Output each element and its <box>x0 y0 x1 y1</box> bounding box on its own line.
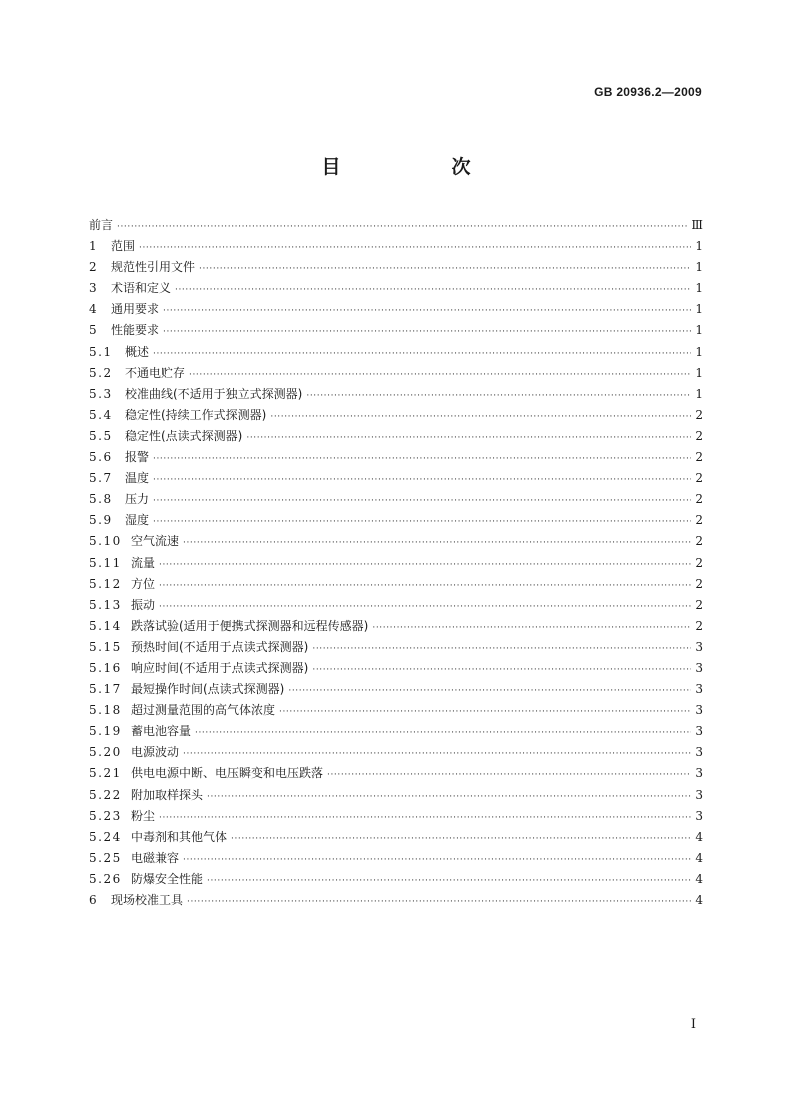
toc-entry-page: 3 <box>695 660 703 675</box>
toc-leader-dots <box>207 876 691 886</box>
toc-entry[interactable] <box>89 891 703 912</box>
toc-leader-dots <box>153 517 691 527</box>
toc-entry-number: 5.11 <box>89 555 122 570</box>
toc-entry-number: 5.16 <box>89 660 122 675</box>
toc-entry-number: 5.23 <box>89 808 122 823</box>
toc-entry-label: 术语和定义 <box>111 281 172 296</box>
toc-entry-number: 5.6 <box>89 450 113 465</box>
toc-entry-page: 3 <box>695 703 703 718</box>
toc-entry-page: 3 <box>695 787 703 802</box>
toc-entry-label: 压力 <box>125 492 150 507</box>
toc-entry-page: 2 <box>695 576 703 591</box>
toc-leader-dots <box>153 496 691 506</box>
toc-entry-label: 响应时间(不适用于点读式探测器) <box>131 660 309 675</box>
toc-entry-number: 2 <box>89 260 99 275</box>
toc-leader-dots <box>117 222 687 232</box>
toc-entry-label: 电源波动 <box>131 745 180 760</box>
standard-number: GB 20936.2—2009 <box>594 85 702 99</box>
toc-entry-page: 2 <box>695 492 703 507</box>
toc-entry-number: 5.12 <box>89 576 122 591</box>
toc-entry-page: 2 <box>695 450 703 465</box>
toc-entry-number: 5.20 <box>89 745 122 760</box>
toc-entry-number: 5.13 <box>89 597 122 612</box>
toc-entry[interactable] <box>89 469 703 490</box>
toc-leader-dots <box>153 475 691 485</box>
toc-entry-number: 5.9 <box>89 513 113 528</box>
toc-entry[interactable] <box>89 617 703 638</box>
toc-leader-dots <box>372 623 691 633</box>
toc-entry-page: 2 <box>695 597 703 612</box>
toc-leader-dots <box>159 602 691 612</box>
toc-entry-number: 5.14 <box>89 618 122 633</box>
toc-entry-page: 1 <box>695 260 703 275</box>
toc-entry-label: 跌落试验(适用于便携式探测器和远程传感器) <box>131 618 369 633</box>
toc-leader-dots <box>199 264 691 274</box>
toc-entry-page: 2 <box>695 513 703 528</box>
toc-entry-number: 6 <box>89 893 99 907</box>
toc-entry-label: 校准曲线(不适用于独立式探测器) <box>125 386 303 401</box>
toc-entry-page: 2 <box>695 618 703 633</box>
toc-entry-label: 供电电源中断、电压瞬变和电压跌落 <box>131 766 324 781</box>
toc-entry-label: 预热时间(不适用于点读式探测器) <box>131 639 309 654</box>
toc-entry-page: 1 <box>695 302 703 317</box>
toc-leader-dots <box>187 897 691 907</box>
toc-entry-page: 1 <box>695 386 703 401</box>
toc-entry-page: 4 <box>695 893 703 907</box>
toc-entry-page: 2 <box>695 534 703 549</box>
toc-entry[interactable] <box>89 216 703 237</box>
page-number: I <box>690 1017 696 1032</box>
toc-entry-label: 稳定性(持续工作式探测器) <box>125 407 267 422</box>
toc-entry[interactable] <box>89 638 703 659</box>
table-of-contents <box>89 216 703 912</box>
toc-entry-number: 5.7 <box>89 471 113 486</box>
toc-leader-dots <box>153 349 691 359</box>
toc-entry-page: 1 <box>695 344 703 359</box>
toc-entry-label: 电磁兼容 <box>131 850 180 865</box>
toc-entry-label: 振动 <box>131 597 156 612</box>
toc-entry[interactable] <box>89 385 703 406</box>
toc-entry-label: 规范性引用文件 <box>111 260 196 275</box>
toc-entry-number: 5.8 <box>89 492 113 507</box>
toc-entry[interactable] <box>89 659 703 680</box>
toc-entry-page: 2 <box>695 555 703 570</box>
toc-entry-label: 概述 <box>125 344 150 359</box>
toc-entry-number: 5.19 <box>89 724 122 739</box>
toc-entry-label: 温度 <box>125 471 150 486</box>
toc-entry-label: 空气流速 <box>131 534 180 549</box>
toc-leader-dots <box>183 538 691 548</box>
toc-entry-label: 性能要求 <box>111 323 160 338</box>
toc-leader-dots <box>270 412 691 422</box>
toc-entry-number: 5.21 <box>89 766 122 781</box>
toc-entry-page: 1 <box>695 281 703 296</box>
toc-entry-page: 3 <box>695 682 703 697</box>
toc-leader-dots <box>159 560 691 570</box>
toc-entry[interactable] <box>89 448 703 469</box>
toc-leader-dots <box>183 855 691 865</box>
toc-entry-number: 5.25 <box>89 850 122 865</box>
toc-entry[interactable] <box>89 511 703 532</box>
toc-entry-label: 粉尘 <box>131 808 156 823</box>
toc-entry-label: 中毒剂和其他气体 <box>131 829 228 844</box>
toc-leader-dots <box>246 433 691 443</box>
toc-entry-page: 3 <box>695 724 703 739</box>
toc-entry-page: 2 <box>695 407 703 422</box>
toc-entry-label: 通用要求 <box>111 302 160 317</box>
toc-entry-label: 现场校准工具 <box>111 893 184 907</box>
toc-entry-number: 5.3 <box>89 386 113 401</box>
toc-leader-dots <box>139 243 691 253</box>
toc-leader-dots <box>163 306 691 316</box>
toc-leader-dots <box>163 327 691 337</box>
toc-entry-label: 最短操作时间(点读式探测器) <box>131 682 285 697</box>
toc-entry-page: 2 <box>695 428 703 443</box>
toc-entry[interactable] <box>89 237 703 258</box>
toc-entry[interactable] <box>89 807 703 828</box>
toc-entry[interactable] <box>89 343 703 364</box>
toc-entry-page: 3 <box>695 639 703 654</box>
toc-entry[interactable] <box>89 722 703 743</box>
toc-leader-dots <box>312 665 691 675</box>
toc-entry[interactable] <box>89 743 703 764</box>
toc-entry-label: 蓄电池容量 <box>131 724 192 739</box>
toc-entry[interactable] <box>89 870 703 891</box>
toc-entry-number: 5.24 <box>89 829 122 844</box>
toc-entry[interactable] <box>89 321 703 342</box>
toc-leader-dots <box>306 391 691 401</box>
toc-entry-label: 报警 <box>125 450 150 465</box>
toc-entry[interactable] <box>89 786 703 807</box>
toc-entry-number: 5.4 <box>89 407 113 422</box>
toc-entry-page: 2 <box>695 471 703 486</box>
toc-entry-number: 1 <box>89 239 99 254</box>
toc-entry[interactable] <box>89 828 703 849</box>
toc-entry-label: 稳定性(点读式探测器) <box>125 428 243 443</box>
toc-leader-dots <box>159 813 691 823</box>
toc-entry-page: 4 <box>695 829 703 844</box>
toc-entry-number: 5.5 <box>89 428 113 443</box>
toc-entry-label: 超过测量范围的高气体浓度 <box>131 703 276 718</box>
toc-leader-dots <box>231 834 691 844</box>
toc-entry[interactable] <box>89 849 703 870</box>
toc-entry[interactable] <box>89 596 703 617</box>
toc-entry[interactable] <box>89 406 703 427</box>
page-title: 目 次 <box>321 156 517 178</box>
toc-entry-number: 5.1 <box>89 344 113 359</box>
toc-entry[interactable] <box>89 554 703 575</box>
toc-entry-number: 5.22 <box>89 787 122 802</box>
toc-leader-dots <box>159 581 691 591</box>
toc-entry-number: 5.18 <box>89 703 122 718</box>
toc-entry-number: 5.17 <box>89 682 122 697</box>
toc-entry-page: 3 <box>695 745 703 760</box>
toc-entry-page: 4 <box>695 850 703 865</box>
toc-entry[interactable] <box>89 680 703 701</box>
toc-entry-label: 防爆安全性能 <box>131 871 204 886</box>
toc-leader-dots <box>279 707 691 717</box>
toc-entry[interactable] <box>89 427 703 448</box>
toc-leader-dots <box>207 792 691 802</box>
toc-entry-number: 3 <box>89 281 99 296</box>
toc-entry-label: 范围 <box>111 239 136 254</box>
toc-entry[interactable] <box>89 532 703 553</box>
toc-entry-number: 5 <box>89 323 99 338</box>
toc-leader-dots <box>288 686 691 696</box>
toc-entry-number: 4 <box>89 302 99 317</box>
toc-leader-dots <box>153 454 691 464</box>
toc-entry[interactable] <box>89 258 703 279</box>
toc-entry-number: 5.2 <box>89 365 113 380</box>
toc-entry-page: 3 <box>695 766 703 781</box>
toc-entry-page: Ⅲ <box>691 218 703 232</box>
toc-entry-page: 1 <box>695 239 703 254</box>
toc-entry-label: 湿度 <box>125 513 150 528</box>
toc-entry[interactable] <box>89 764 703 785</box>
toc-entry[interactable] <box>89 701 703 722</box>
toc-entry-page: 4 <box>695 871 703 886</box>
toc-leader-dots <box>183 749 691 759</box>
toc-leader-dots <box>195 728 691 738</box>
toc-entry[interactable] <box>89 279 703 300</box>
toc-leader-dots <box>189 370 691 380</box>
toc-entry-label: 方位 <box>131 576 156 591</box>
toc-entry-page: 3 <box>695 808 703 823</box>
toc-entry-number: 5.10 <box>89 534 122 549</box>
toc-entry-number: 5.15 <box>89 639 122 654</box>
toc-entry[interactable] <box>89 490 703 511</box>
toc-leader-dots <box>312 644 691 654</box>
toc-entry-number: 5.26 <box>89 871 122 886</box>
toc-entry[interactable] <box>89 364 703 385</box>
toc-leader-dots <box>175 285 691 295</box>
toc-entry-page: 1 <box>695 365 703 380</box>
toc-entry[interactable] <box>89 300 703 321</box>
toc-leader-dots <box>327 770 691 780</box>
toc-entry-label: 附加取样探头 <box>131 787 204 802</box>
toc-entry-label: 不通电贮存 <box>125 365 186 380</box>
toc-entry[interactable] <box>89 575 703 596</box>
toc-entry-page: 1 <box>695 323 703 338</box>
toc-entry-label: 前言 <box>89 218 114 232</box>
toc-entry-label: 流量 <box>131 555 156 570</box>
